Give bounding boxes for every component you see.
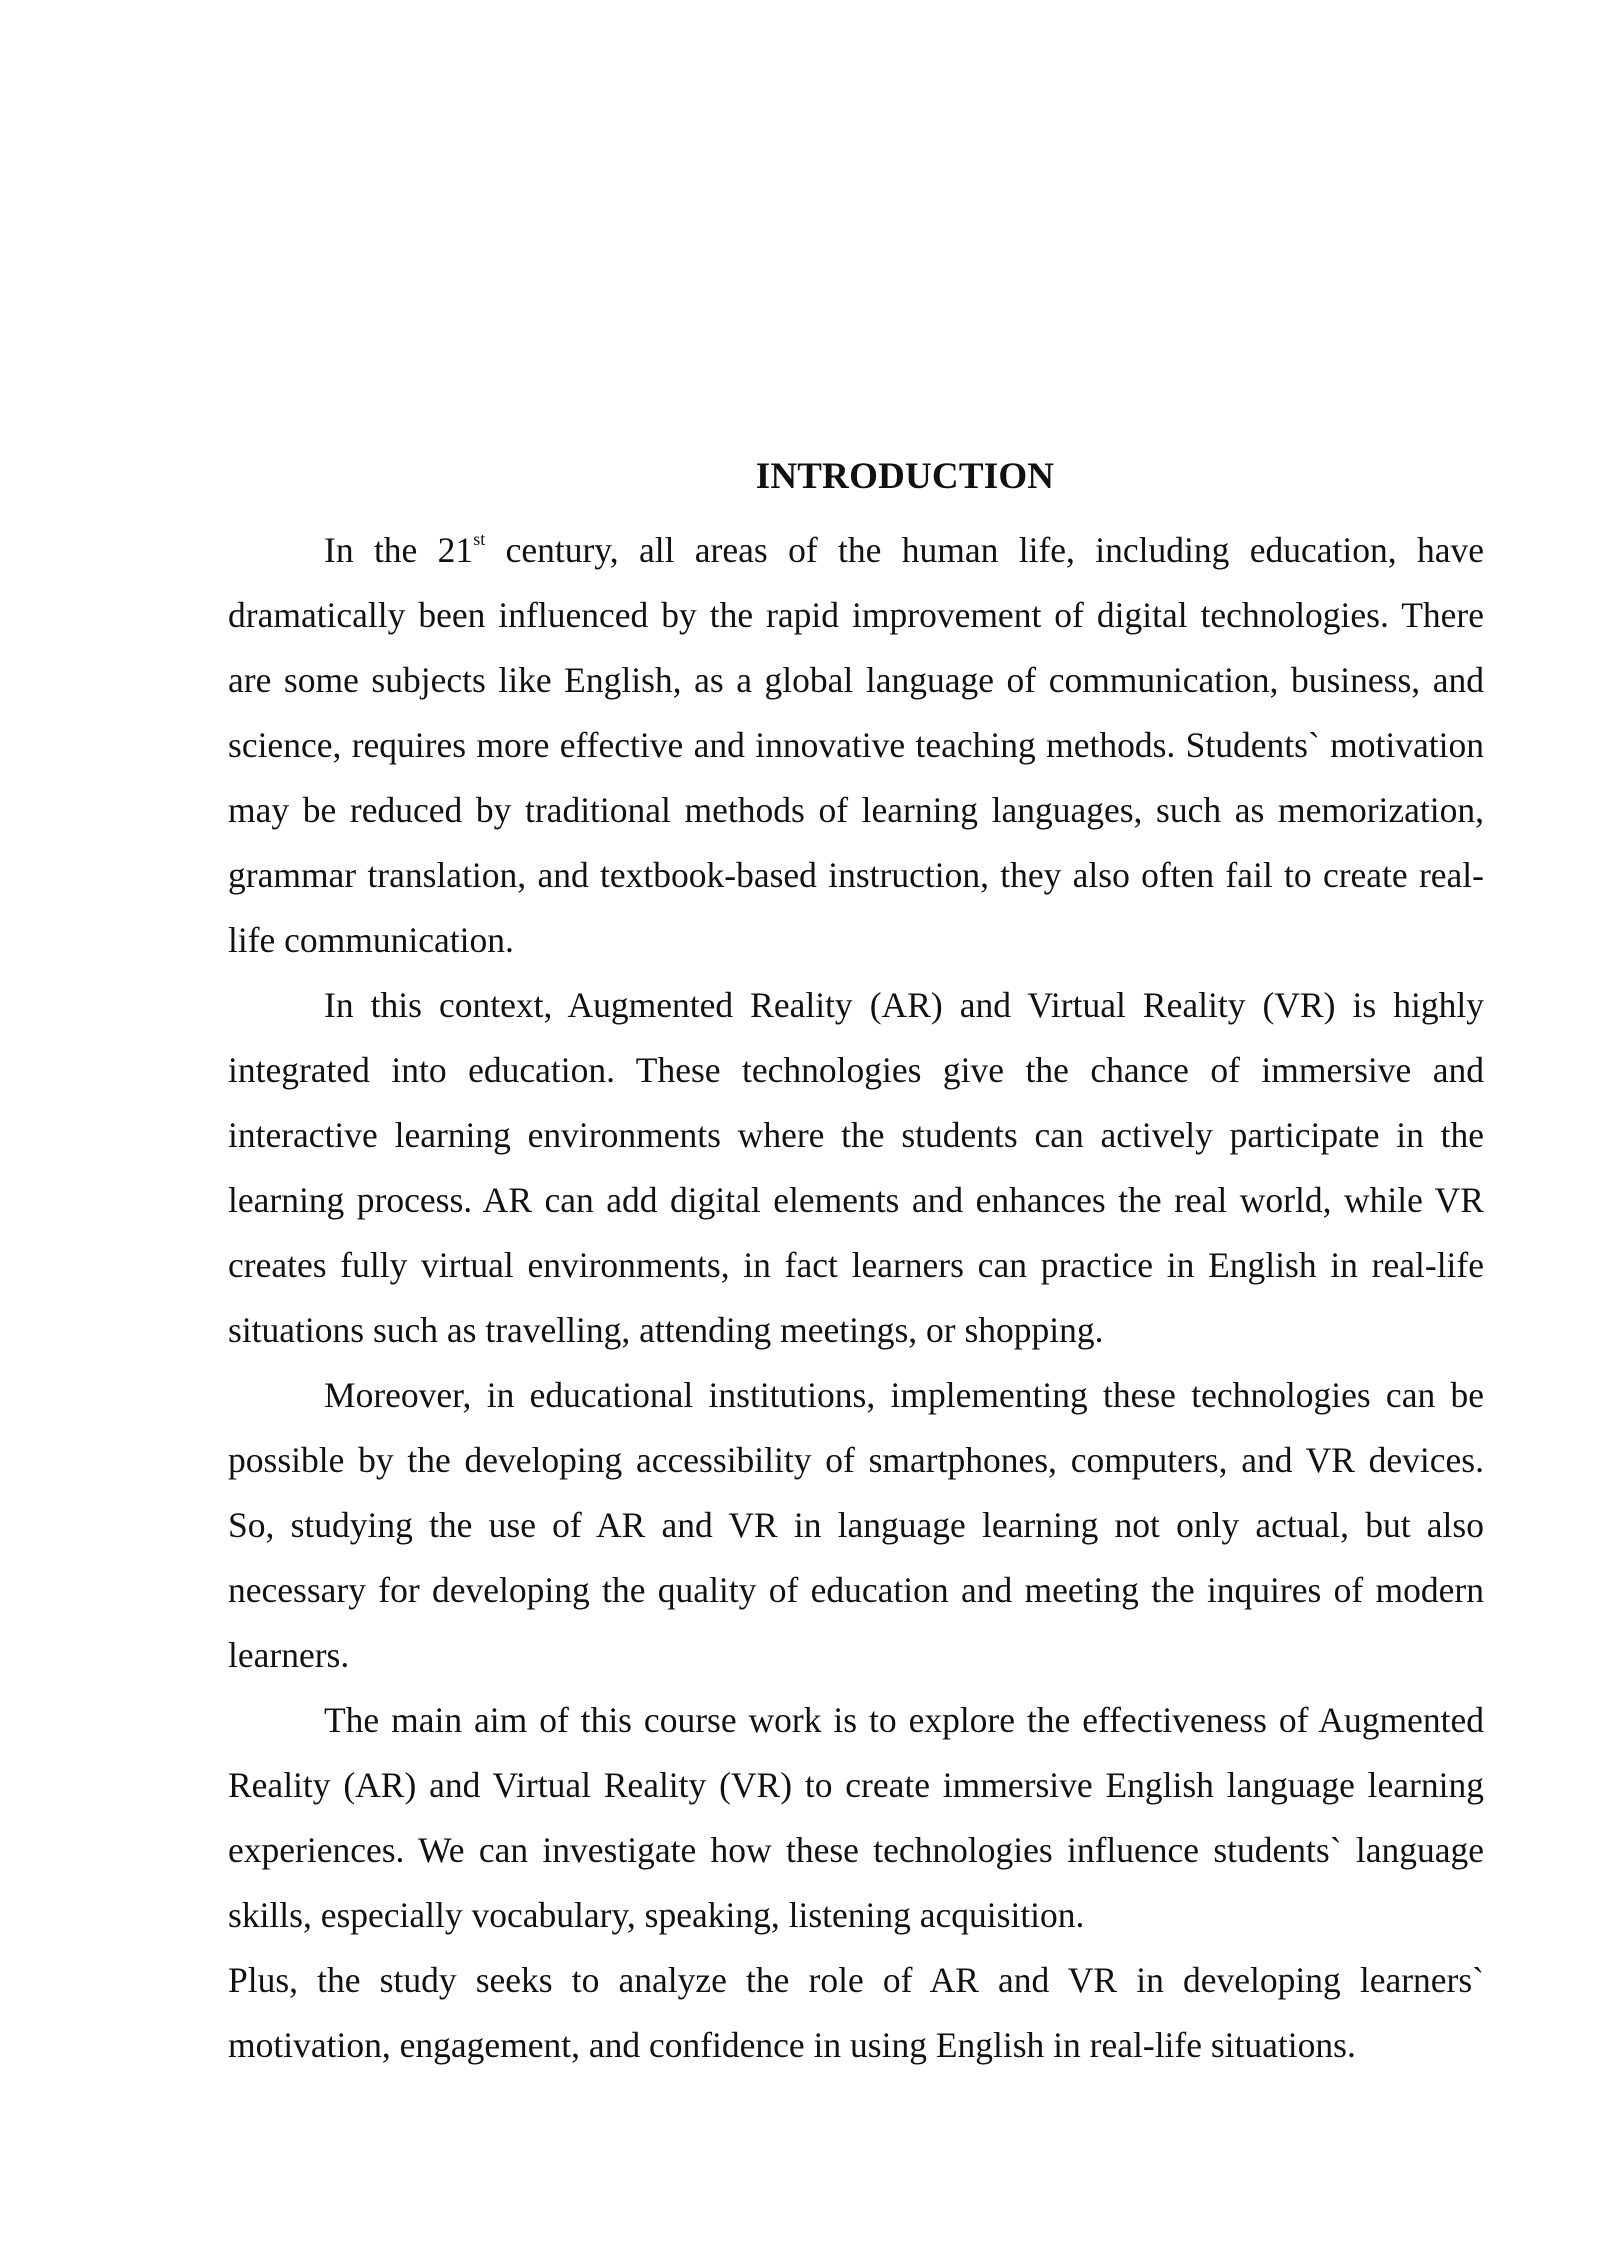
paragraph-1 (228, 518, 1484, 973)
paragraph-3: Moreover, in educational institutions, implementing these technologies can be possible by the developing accessibility of smartphones, computers, and VR devices. So, studying the use of AR and VR in language learning not only actual, but also necessary for developing the quality of education and meeting the inquires of modern learners. (228, 1375, 1484, 1675)
ordinal-suffix: st (473, 529, 486, 549)
page-title: INTRODUCTION (755, 456, 1055, 497)
paragraph-5: Plus, the study seeks to analyze the role of AR and VR in developing learners` motivation, engagement, and confidence in using English in real-life situations. (228, 1960, 1484, 2065)
document-body (228, 518, 1484, 2078)
paragraph-4: The main aim of this course work is to explore the effectiveness of Augmented Reality (AR) and Virtual Reality (VR) to create immersive English language learning experiences. We can investigate how these technologies influence students` language skills, especially vocabulary, speaking, listening acquisition. (228, 1700, 1484, 1935)
paragraph-1-lead: In the 21 (324, 530, 474, 570)
paragraph-1-text: century, all areas of the human life, including education, have dramatically been influenced by the rapid improvement of digital technologies. There are some subjects like English, as a global language of communication, business, and science, requires more effective and innovative teaching methods. Students` motivation may be reduced by traditional methods of learning languages, such as memorization, grammar translation, and textbook-based instruction, they also often fail to create real-life communication. (228, 530, 1484, 960)
paragraph-2: In this context, Augmented Reality (AR) and Virtual Reality (VR) is highly integrated into education. These technologies give the chance of immersive and interactive learning environments where the students can actively participate in the learning process. AR can add digital elements and enhances the real world, while VR creates fully virtual environments, in fact learners can practice in English in real-life situations such as travelling, attending meetings, or shopping. (228, 985, 1484, 1350)
